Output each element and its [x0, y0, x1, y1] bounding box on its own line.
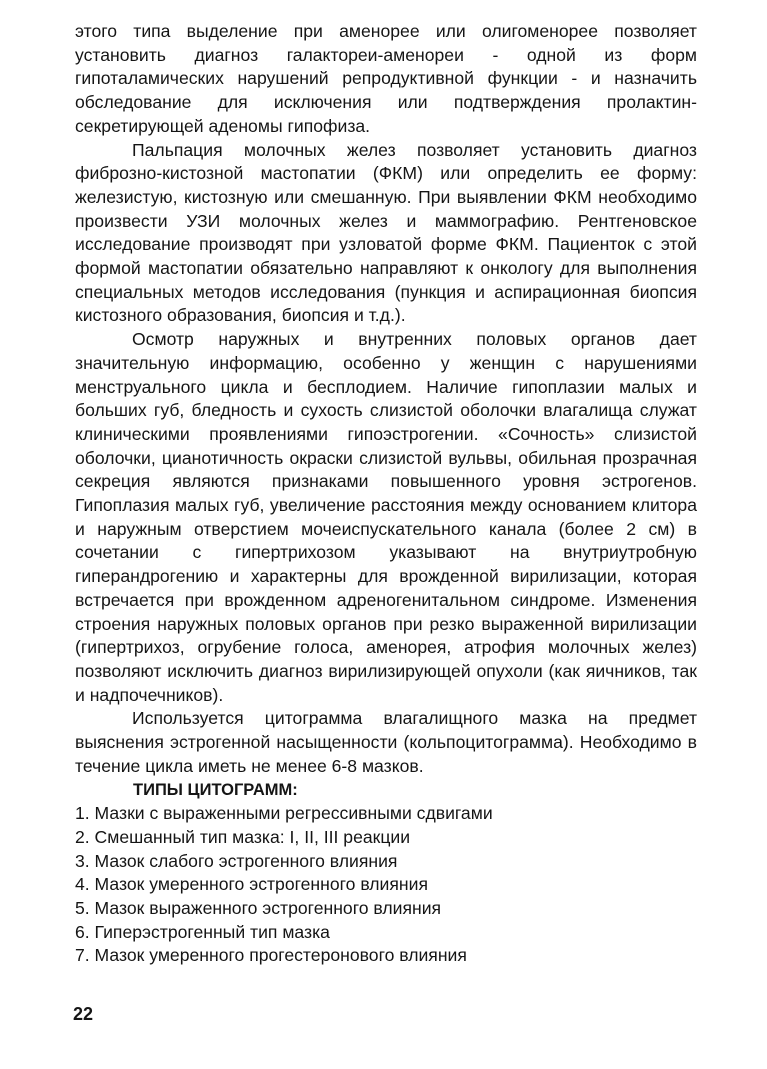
- list-item: 1. Мазки с выраженными регрессивными сдвигами: [75, 803, 493, 824]
- page-body: [75, 20, 697, 968]
- list-item: 5. Мазок выраженного эстрогенного влияния: [75, 898, 442, 919]
- list-item: 4. Мазок умеренного эстрогенного влияния: [75, 874, 428, 895]
- list-item: 2. Смешанный тип мазка: I, II, III реакции: [75, 826, 411, 847]
- cytogram-types-list: [75, 802, 697, 968]
- list-item: 7. Мазок умеренного прогестеронового влияния: [75, 945, 467, 966]
- paragraph-examination: Осмотр наружных и внутренних половых органов дает значительную информацию, особенно у женщин с нарушениями менструального цикла и бесплодием. Наличие гипоплазии малых и больших губ, бледность и сухость слизистой оболочки влагалища служат клиническими проявлениями гипоэстрогении. «Сочность» слизистой оболочки, цианотичность окраски слизистой вульвы, обильная прозрачная секреция являются признаками повышенного уровня эстрогенов. Гипоплазия малых губ, увеличение расстояния между основанием клитора и наружным отверстием мочеиспускательного канала (более 2 см) в сочетании с гипертрихозом указывают на внутриутробную гиперандрогению и характерны для врожденной вирилизации, которая встречается при врожденном адреногенитальном синдроме. Изменения строения наружных половых органов при резко выраженной вирилизации (гипертрихоз, огрубение голоса, аменорея, атрофия молочных желез) позволяют исключить диагноз вирилизирующей опухоли (как яичников, так и надпочечников).: [75, 329, 697, 705]
- page-number: 22: [73, 1004, 94, 1024]
- paragraph-palpation: Пальпация молочных желез позволяет установить диагноз фиброзно-кистозной мастопатии (ФКМ) или определить ее форму: железистую, кистозную или смешанную. При выявлении ФКМ необходимо произвести УЗИ молочных желез и маммографию. Рентгеновское исследование производят при узловатой форме ФКМ. Пациенток с этой формой мастопатии обязательно направляют к онкологу для выполнения специальных методов исследования (пункция и аспирационная биопсия кистозного образования, биопсия и т.д.).: [75, 139, 697, 326]
- list-item: 3. Мазок слабого эстрогенного влияния: [75, 850, 398, 871]
- paragraph-cytogram: Используется цитограмма влагалищного мазка на предмет выяснения эстрогенной насыщенности (кольпоцитограмма). Необходимо в течение цикла иметь не менее 6-8 мазков.: [75, 708, 697, 776]
- paragraph-continuation: этого типа выделение при аменорее или олигоменорее позволяет установить диагноз галактореи-аменореи - одной из форм гипоталамических нарушений репродуктивной функции - и назначить обследование для исключения или подтверждения пролактин-секретирующей аденомы гипофиза.: [75, 21, 697, 136]
- list-item: 6. Гиперэстрогенный тип мазка: [75, 921, 330, 942]
- section-heading: ТИПЫ ЦИТОГРАММ:: [133, 780, 298, 799]
